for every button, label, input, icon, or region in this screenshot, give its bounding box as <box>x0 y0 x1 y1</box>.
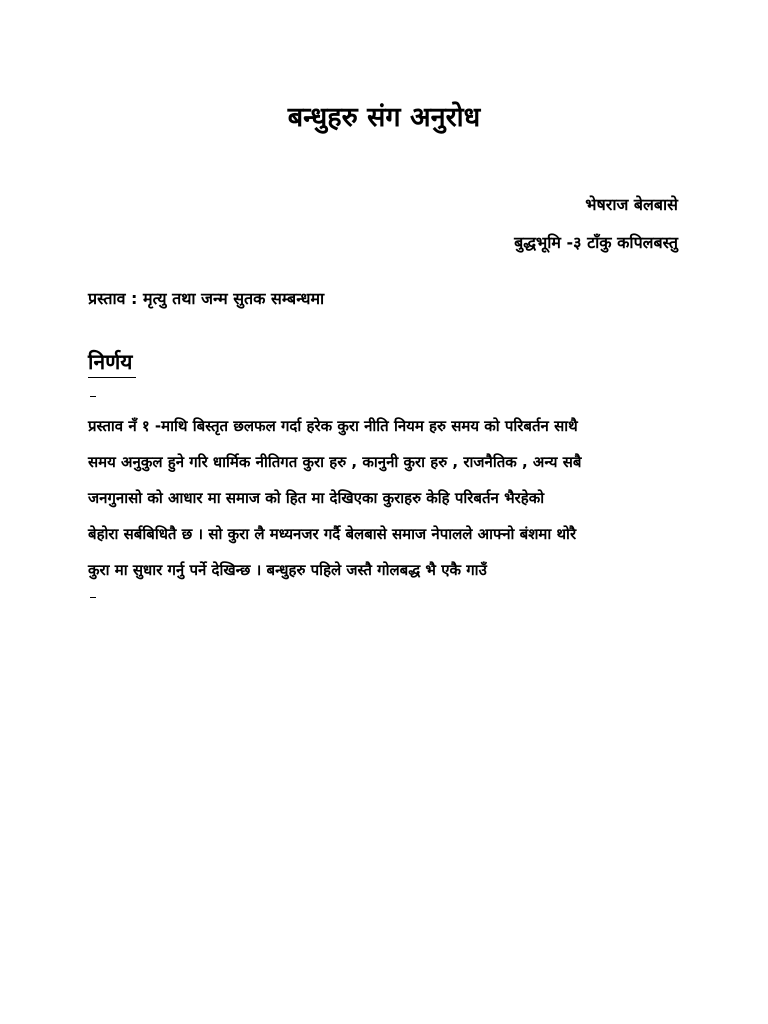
proposal-line: प्रस्ताव : मृत्यु तथा जन्म सुतक सम्बन्धमा <box>88 289 325 308</box>
section-heading: निर्णय <box>88 347 136 378</box>
document-title: बन्धुहरु संग अनुरोध <box>287 102 481 133</box>
body-line: प्रस्ताव नँ १ -माथि बिस्तृत छलफल गर्दा हरेक कुरा नीति नियम हरु समय को परिबर्तन साथै <box>88 417 578 435</box>
dash-mark <box>90 597 96 598</box>
body-line: जनगुनासो को आधार मा समाज को हित मा देखिएका कुराहरु केहि परिबर्तन भैरहेको <box>88 489 545 507</box>
body-line: कुरा मा सुधार गर्नु पर्ने देखिन्छ । बन्धुहरु पहिले जस्तै गोलबद्ध भै एकै गाउँ <box>88 561 487 579</box>
body-line: बेहोरा सर्बबिधितै छ । सो कुरा लै मध्यनजर गर्दै बेलबासे समाज नेपालले आफ्नो बंशमा थोरै <box>88 525 577 543</box>
dash-mark <box>90 396 96 397</box>
author-name: भेषराज बेलबासे <box>585 195 678 214</box>
body-paragraph <box>88 408 688 588</box>
author-address: बुद्धभूमि -३ टाँकु कपिलबस्तु <box>514 233 678 252</box>
body-line: समय अनुकुल हुने गरि धार्मिक नीतिगत कुरा हरु , कानुनी कुरा हरु , राजनैतिक , अन्य सबै <box>88 453 582 471</box>
